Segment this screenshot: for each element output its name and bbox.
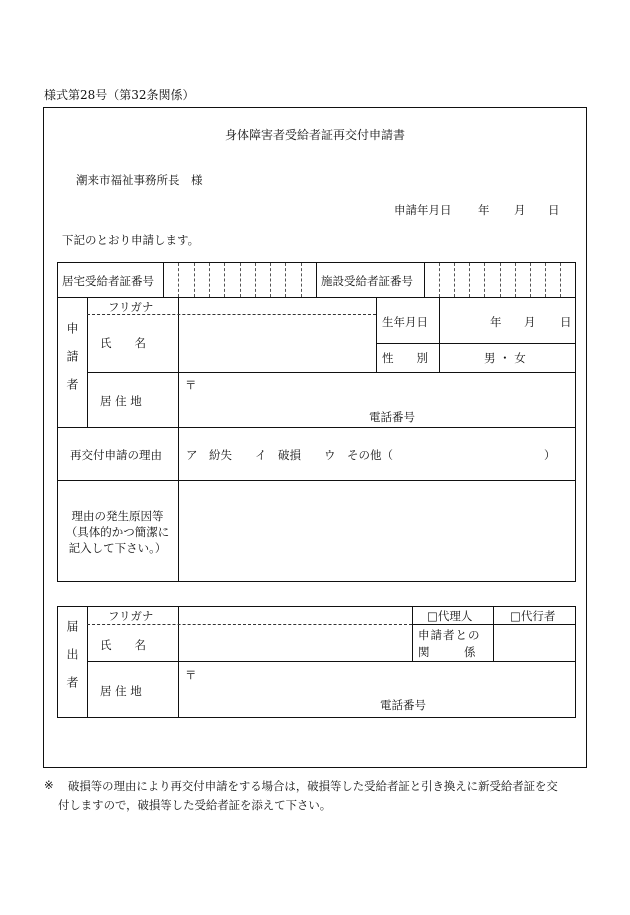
digit-divider [285,263,286,297]
digit-divider [454,263,455,297]
footnote-line1: 破損等の理由により再交付申請をする場合は，破損等した受給者証と引き換えに新受給者証を交 [68,779,558,793]
applicant-phone-label: 電話番号 [369,410,415,424]
relation-label-line1: 申請者との [418,628,481,642]
notifier-section-label: 届出者 [65,620,79,704]
agent-checkbox[interactable]: □代理人 [427,609,473,623]
application-year: 年 [478,203,490,217]
digit-divider [255,263,256,297]
form-title: 身体障害者受給者証再交付申請書 [224,128,405,142]
digit-divider [515,263,516,297]
proxy-checkbox[interactable]: □代行者 [510,609,556,623]
notifier-furigana-label: フリガナ [108,609,154,623]
digit-divider [224,263,225,297]
digit-divider [178,263,179,297]
birth-month: 月 [524,315,536,329]
home-id-label: 居宅受給者証番号 [62,274,154,288]
footnote-mark: ※ [44,778,54,792]
applicant-postal-mark: 〒 [185,378,197,392]
cause-label-line2: （具体的かつ簡潔に [65,525,170,539]
reason-options[interactable]: ア 紛失 イ 破損 ウ その他（ [186,448,393,462]
reason-label: 再交付申請の理由 [70,448,162,462]
digit-divider [301,263,302,297]
digit-divider [560,263,561,297]
notifier-address-label: 居 住 地 [100,684,142,698]
sex-options[interactable]: 男 ・ 女 [484,351,526,365]
addressee: 潮来市福祉事務所長 様 [76,173,203,187]
digit-divider [209,263,210,297]
digit-divider [439,263,440,297]
birthdate-label: 生年月日 [382,315,428,329]
footnote-line2: 付しますので，破損等した受給者証を添えて下さい。 [58,798,332,812]
digit-divider [484,263,485,297]
form-frame [43,107,587,768]
applicant-address-label: 居 住 地 [100,394,142,408]
digit-divider [500,263,501,297]
cause-label-line1: 理由の発生原因等 [71,509,164,523]
digit-divider [545,263,546,297]
birth-year: 年 [490,315,502,329]
reason-close-paren: ） [544,448,556,462]
application-month: 月 [514,203,526,217]
cause-label-line3: 記入して下さい。） [68,541,167,555]
intro-text: 下記のとおり申請します。 [62,233,200,247]
digit-divider [270,263,271,297]
notifier-postal-mark: 〒 [185,668,197,682]
digit-divider [530,263,531,297]
facility-id-label: 施設受給者証番号 [321,274,413,288]
applicant-section-label: 申請者 [65,322,79,406]
birth-day: 日 [560,315,572,329]
cause-label [57,508,178,556]
form-number: 様式第28号（第32条関係） [44,88,195,102]
notifier-name-label: 氏 名 [100,638,146,652]
applicant-furigana-label: フリガナ [108,300,154,314]
digit-divider [194,263,195,297]
digit-divider [240,263,241,297]
sex-label: 性 別 [382,351,428,365]
application-date-label: 申請年月日 [394,203,452,217]
application-day: 日 [548,203,560,217]
notifier-phone-label: 電話番号 [380,698,426,712]
digit-divider [469,263,470,297]
relation-label-line2: 関 係 [418,645,476,659]
applicant-name-label: 氏 名 [100,336,146,350]
